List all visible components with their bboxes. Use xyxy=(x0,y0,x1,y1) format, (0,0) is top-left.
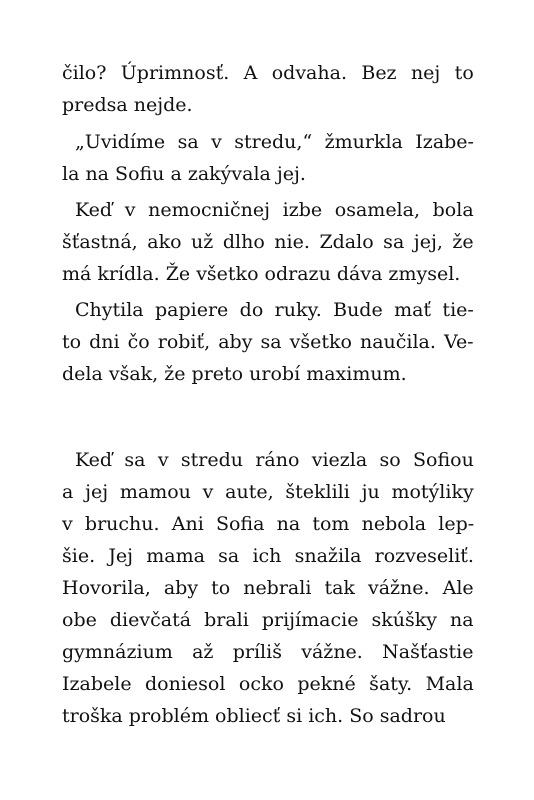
paragraph-first-line: Chytila papiere do ruky. Bude mať tie- xyxy=(75,299,474,321)
text-line: dela však, že preto urobí maximum. xyxy=(62,363,407,385)
text-line: má krídla. Že všetko odrazu dáva zmysel. xyxy=(62,263,461,285)
text-line: Hovorila, aby to nebrali tak vážne. Ale xyxy=(62,577,474,599)
text-line: gymnázium až príliš vážne. Našťastie xyxy=(62,641,474,663)
text-line: predsa nejde. xyxy=(62,94,193,116)
body-text xyxy=(62,0,474,800)
text-line: šťastná, ako už dlho nie. Zdalo sa jej, že xyxy=(62,231,474,253)
text-line: to dni čo robiť, aby sa všetko naučila. Ve- xyxy=(62,331,474,353)
text-line: v bruchu. Ani Sofia na tom nebola lep- xyxy=(62,513,475,535)
paragraph-first-line: Keď v nemocničnej izbe osamela, bola xyxy=(75,199,474,221)
text-line: Izabele doniesol ocko pekné šaty. Mala xyxy=(62,673,474,695)
text-line: obe dievčatá brali prijímacie skúšky na xyxy=(62,609,474,631)
paragraph-first-line: „Uvidíme sa v stredu,“ žmurkla Izabe- xyxy=(75,131,474,153)
text-line: la na Sofiu a zakývala jej. xyxy=(62,163,306,185)
text-line: a jej mamou v aute, šteklili ju motýliky xyxy=(62,481,474,503)
text-line: troška problém obliecť si ich. So sadrou xyxy=(62,705,446,727)
paragraph-first-line: Keď sa v stredu ráno viezla so Sofiou xyxy=(75,449,474,471)
text-line: šie. Jej mama sa ich snažila rozveseliť. xyxy=(62,545,474,567)
text-line: čilo? Úprimnosť. A odvaha. Bez nej to xyxy=(62,62,474,84)
